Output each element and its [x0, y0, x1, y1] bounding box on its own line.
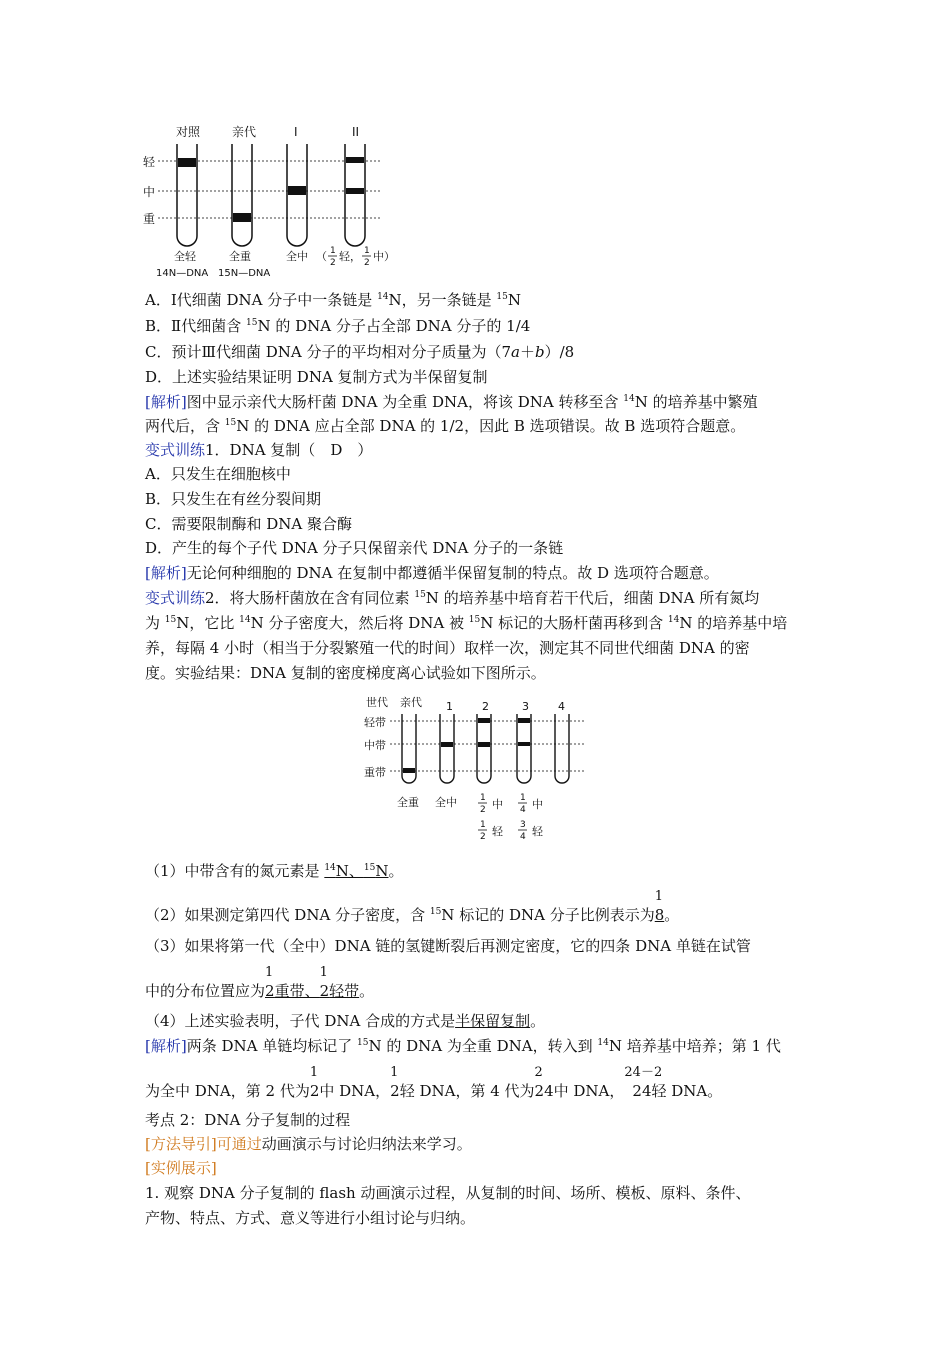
fig1-band	[346, 157, 364, 163]
fig2-header: 1	[446, 700, 453, 713]
answer-1: （1）中带含有的氮元素是 $^{14}$N、$^{15}$N。	[145, 862, 404, 880]
fig1-sub: 14N—DNA	[156, 268, 209, 279]
fig1-band	[346, 188, 364, 194]
fig1-caption: 轻，	[339, 250, 361, 263]
fig1-ylabel: 轻	[143, 155, 156, 169]
q3-stem-line-3: 养，每隔 4 小时（相当于分裂繁殖一代的时间）取样一次，测定其不同世代细菌 DNA 的密	[145, 639, 750, 657]
q2-option-c: C．需要限制酶和 DNA 聚合酶	[145, 515, 352, 533]
q1-option-d: D．上述实验结果证明 DNA 复制方式为半保留复制	[145, 368, 488, 386]
q2-analysis: [解析]无论何种细胞的 DNA 在复制中都遵循半保留复制的特点。故 D 选项符合题意。	[145, 564, 719, 582]
fig2-header: 3	[522, 700, 529, 713]
fig1-caption: 全重	[229, 250, 251, 263]
q1-analysis-line-1: [解析]图中显示亲代大肠杆菌 DNA 为全重 DNA，将该 DNA 转移至含 $^{14}$N 的培养基中繁殖	[145, 393, 758, 411]
answer-4: （4）上述实验表明，子代 DNA 合成的方式是半保留复制。	[145, 1012, 546, 1030]
fig2-caption: 轻	[492, 825, 503, 838]
fig1-header: 亲代	[232, 125, 257, 139]
fig2-ylabel: 重带	[364, 766, 386, 779]
fig2-header: 4	[558, 700, 565, 713]
q1-option-a: A．Ⅰ代细菌 DNA 分子中一条链是 $^{14}$N，另一条链是 $^{15}$N	[145, 291, 521, 309]
fig1-header: II	[352, 125, 360, 139]
fig2-band	[518, 742, 530, 746]
fig1-ylabel: 中	[143, 185, 156, 199]
fig2-caption: 中	[532, 798, 543, 811]
fig2-header: 2	[482, 700, 489, 713]
fig1-caption: 1	[330, 246, 336, 256]
fig1-ylabel: 重	[143, 212, 156, 226]
answer-3-line-2: 中的分布位置应为 1 2重带、 1 2轻带。	[145, 965, 375, 1000]
answer-3-line-1: （3）如果将第一代（全中）DNA 链的氢键断裂后再测定密度，它的四条 DNA 单链在试管	[145, 937, 751, 955]
fig2-caption: 中	[492, 798, 503, 811]
fig2-ylabel: 中带	[364, 739, 386, 752]
fig1-caption: 2	[364, 258, 370, 268]
fig2-caption: 3	[520, 820, 526, 830]
fig2-band	[518, 718, 530, 723]
q2-option-a: A．只发生在细胞核中	[145, 465, 291, 483]
figure-2-density-gradient	[362, 692, 592, 852]
fig2-header: 亲代	[400, 696, 422, 709]
fig2-caption: 1	[480, 820, 486, 830]
fig2-caption: 轻	[532, 825, 543, 838]
point-2-title: 考点 2：DNA 分子复制的过程	[145, 1111, 351, 1129]
fig2-caption: 2	[480, 805, 486, 815]
q2-option-d: D．产生的每个子代 DNA 分子只保留亲代 DNA 分子的一条链	[145, 539, 564, 557]
fig1-caption: （	[316, 250, 327, 263]
fig1-caption: 1	[364, 246, 370, 256]
fig2-band	[441, 742, 453, 747]
example-line-1: 1. 观察 DNA 分子复制的 flash 动画演示过程，从复制的时间、场所、模板、原料、条件、	[145, 1184, 751, 1202]
q2-stem: 变式训练1．DNA 复制（ D ）	[145, 441, 373, 459]
fig2-band	[403, 768, 415, 773]
q3-stem-line-4: 度。实验结果：DNA 复制的密度梯度离心试验如下图所示。	[145, 664, 546, 682]
fig1-sub: 15N—DNA	[218, 268, 271, 279]
fig2-caption: 全中	[435, 796, 457, 809]
fig1-caption: 全中	[286, 250, 308, 263]
fig2-caption: 4	[520, 832, 526, 842]
fig2-caption: 1	[480, 793, 486, 803]
q3-stem-line-2: 为 $^{15}$N，它比 $^{14}$N 分子密度大，然后将 DNA 被 $^{15}$N 标记的大肠杆菌再移到含 $^{14}$N 的培养基中培	[145, 614, 788, 632]
q2-option-b: B．只发生在有丝分裂间期	[145, 490, 322, 508]
method-guide: [方法导引]可通过动画演示与讨论归纳法来学习。	[145, 1135, 472, 1153]
fig2-caption: 1	[520, 793, 526, 803]
answers-analysis-line-1: [解析]两条 DNA 单链均标记了 $^{15}$N 的 DNA 为全重 DNA，转入到 $^{14}$N 培养基中培养；第 1 代	[145, 1037, 781, 1055]
fig1-header: 对照	[176, 125, 201, 139]
example-tag: [实例展示]	[145, 1159, 217, 1177]
figure-1-centrifuge-tubes	[140, 120, 400, 285]
fig1-band	[233, 213, 251, 222]
fig2-caption: 4	[520, 805, 526, 815]
answers-analysis-line-2: 为全中 DNA，第 2 代为 1 2中 DNA， 1 2轻 DNA，第 4 代为 2 24中 DNA， 24－2 24轻 DNA。	[145, 1065, 723, 1100]
fig2-caption: 全重	[397, 796, 419, 809]
example-line-2: 产物、特点、方式、意义等进行小组讨论与归纳。	[145, 1209, 476, 1227]
fig1-band	[178, 158, 196, 167]
fig2-band	[478, 742, 490, 747]
q3-stem-line-1: 变式训练2．将大肠杆菌放在含有同位素 $^{15}$N 的培养基中培育若干代后，细菌 DNA 所有氮均	[145, 589, 760, 607]
fig1-caption: 2	[330, 258, 336, 268]
fig1-band	[288, 186, 306, 195]
fig1-caption: 中）	[373, 250, 395, 263]
fig1-header: I	[294, 125, 298, 139]
fig2-band	[478, 718, 490, 723]
answer-2: （2）如果测定第四代 DNA 分子密度，含 $^{15}$N 标记的 DNA 分子比例表示为 1 8。	[145, 889, 680, 924]
q1-option-b: B．Ⅱ代细菌含 $^{15}$N 的 DNA 分子占全部 DNA 分子的 1/4	[145, 317, 531, 335]
q1-option-c: C．预计Ⅲ代细菌 DNA 分子的平均相对分子质量为（7a＋b）/8	[145, 343, 575, 361]
fig1-caption: 全轻	[174, 250, 196, 263]
fig2-caption: 2	[480, 832, 486, 842]
q1-analysis-line-2: 两代后，含 $^{15}$N 的 DNA 应占全部 DNA 的 1/2，因此 B 选项错误。故 B 选项符合题意。	[145, 417, 746, 435]
fig2-header: 世代	[366, 696, 388, 709]
fig2-ylabel: 轻带	[364, 716, 386, 729]
